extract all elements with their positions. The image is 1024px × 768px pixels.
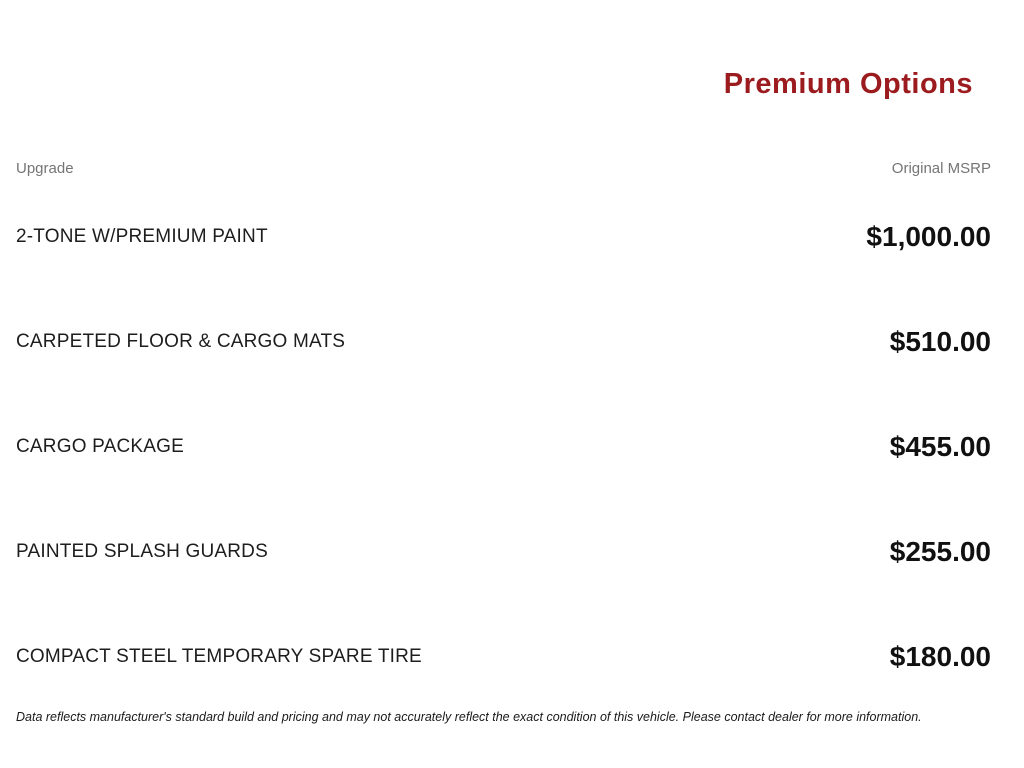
option-label: CARPETED FLOOR & CARGO MATS bbox=[16, 331, 346, 352]
option-label: 2-TONE W/PREMIUM PAINT bbox=[16, 226, 268, 247]
disclaimer-text: Data reflects manufacturer's standard build and pricing and may not accurately reflect the exact condition of this vehicle. Please contact dealer for more information. bbox=[16, 710, 922, 724]
option-price: $1,000.00 bbox=[866, 221, 991, 252]
option-price: $180.00 bbox=[889, 641, 991, 672]
column-header-original-msrp: Original MSRP bbox=[891, 160, 991, 177]
column-header-upgrade: Upgrade bbox=[16, 160, 74, 177]
option-row bbox=[16, 327, 991, 357]
option-label: PAINTED SPLASH GUARDS bbox=[16, 541, 268, 562]
page-title: Premium Options bbox=[723, 68, 973, 101]
option-label: CARGO PACKAGE bbox=[16, 436, 185, 457]
option-row bbox=[16, 537, 991, 567]
option-row bbox=[16, 222, 991, 252]
option-row bbox=[16, 432, 991, 462]
option-row bbox=[16, 642, 991, 672]
option-price: $455.00 bbox=[889, 431, 991, 462]
option-price: $510.00 bbox=[889, 326, 991, 357]
option-price: $255.00 bbox=[889, 536, 991, 567]
options-table-header bbox=[16, 160, 991, 177]
option-label: COMPACT STEEL TEMPORARY SPARE TIRE bbox=[16, 646, 422, 667]
